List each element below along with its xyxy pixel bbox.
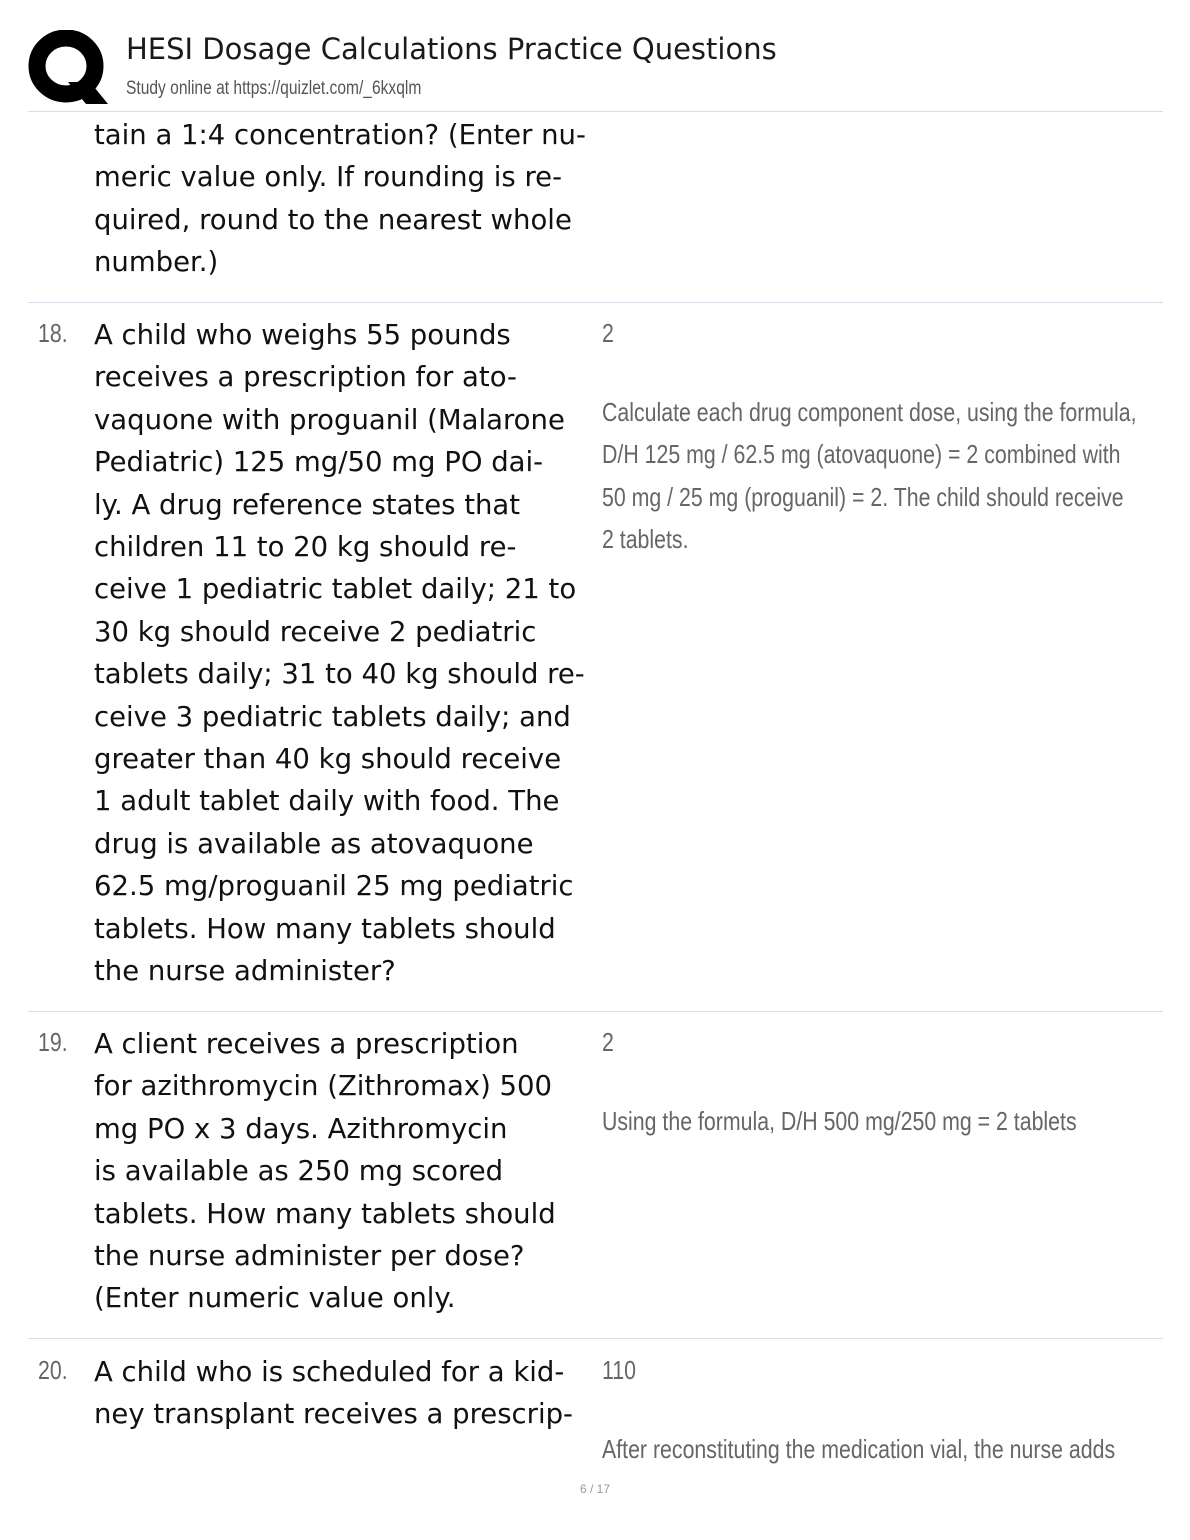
card-divider bbox=[28, 1011, 1163, 1012]
study-online-link[interactable]: Study online at https://quizlet.com/_6kxqlm bbox=[126, 78, 422, 99]
answer-explanation: Calculate each drug component dose, using the formula, D/H 125 mg / 62.5 mg (atovaquone) = 2 combined with 50 mg / 25 mg (proguanil) = 2. The child should receive 2 tablets. bbox=[602, 397, 1137, 555]
page-header bbox=[0, 0, 1190, 112]
card-number: 19. bbox=[38, 1027, 68, 1057]
header-divider bbox=[28, 111, 1163, 112]
answer-value: 2 bbox=[602, 1027, 614, 1057]
card-number: 18. bbox=[38, 318, 68, 348]
question-text: A child who weighs 55 pounds receives a prescription for ato- vaquone with proguanil (Malarone Pediatric) 125 mg/50 mg PO dai- ly. A drug reference states that children 11 to 20 kg should re- ceive 1 pediatric tablet daily; 21 to 30 kg should receive 2 pediatric tablets daily; 31 to 40 kg should re- ceive 3 pediatric tablets daily; and greater than 40 kg should receive 1 adult tablet daily with food. The drug is available as atovaquone 62.5 mg/proguanil 25 mg pediatric tablets. How many tablets should the nurse administer? bbox=[94, 319, 585, 988]
card-divider bbox=[28, 302, 1163, 303]
question-text: tain a 1:4 concentration? (Enter nu- meric value only. If rounding is re- quired, round to the nearest whole number.) bbox=[94, 119, 586, 279]
quizlet-q-logo-icon bbox=[28, 30, 108, 106]
answer-explanation: Using the formula, D/H 500 mg/250 mg = 2 tablets bbox=[602, 1106, 1077, 1136]
card-divider bbox=[28, 1338, 1163, 1339]
page-title: HESI Dosage Calculations Practice Questions bbox=[126, 32, 777, 66]
question-text: A child who is scheduled for a kid- ney transplant receives a prescrip- bbox=[94, 1356, 573, 1431]
answer-value: 2 bbox=[602, 318, 614, 348]
card-number: 20. bbox=[38, 1355, 68, 1385]
page-number: 6 / 17 bbox=[579, 1482, 611, 1496]
answer-value: 110 bbox=[602, 1355, 636, 1385]
question-text: A client receives a prescription for azithromycin (Zithromax) 500 mg PO x 3 days. Azithromycin is available as 250 mg scored tablets. How many tablets should the nurse administer per dose? (Enter numeric value only. bbox=[94, 1028, 556, 1315]
answer-explanation: After reconstituting the medication vial, the nurse adds bbox=[602, 1434, 1116, 1464]
